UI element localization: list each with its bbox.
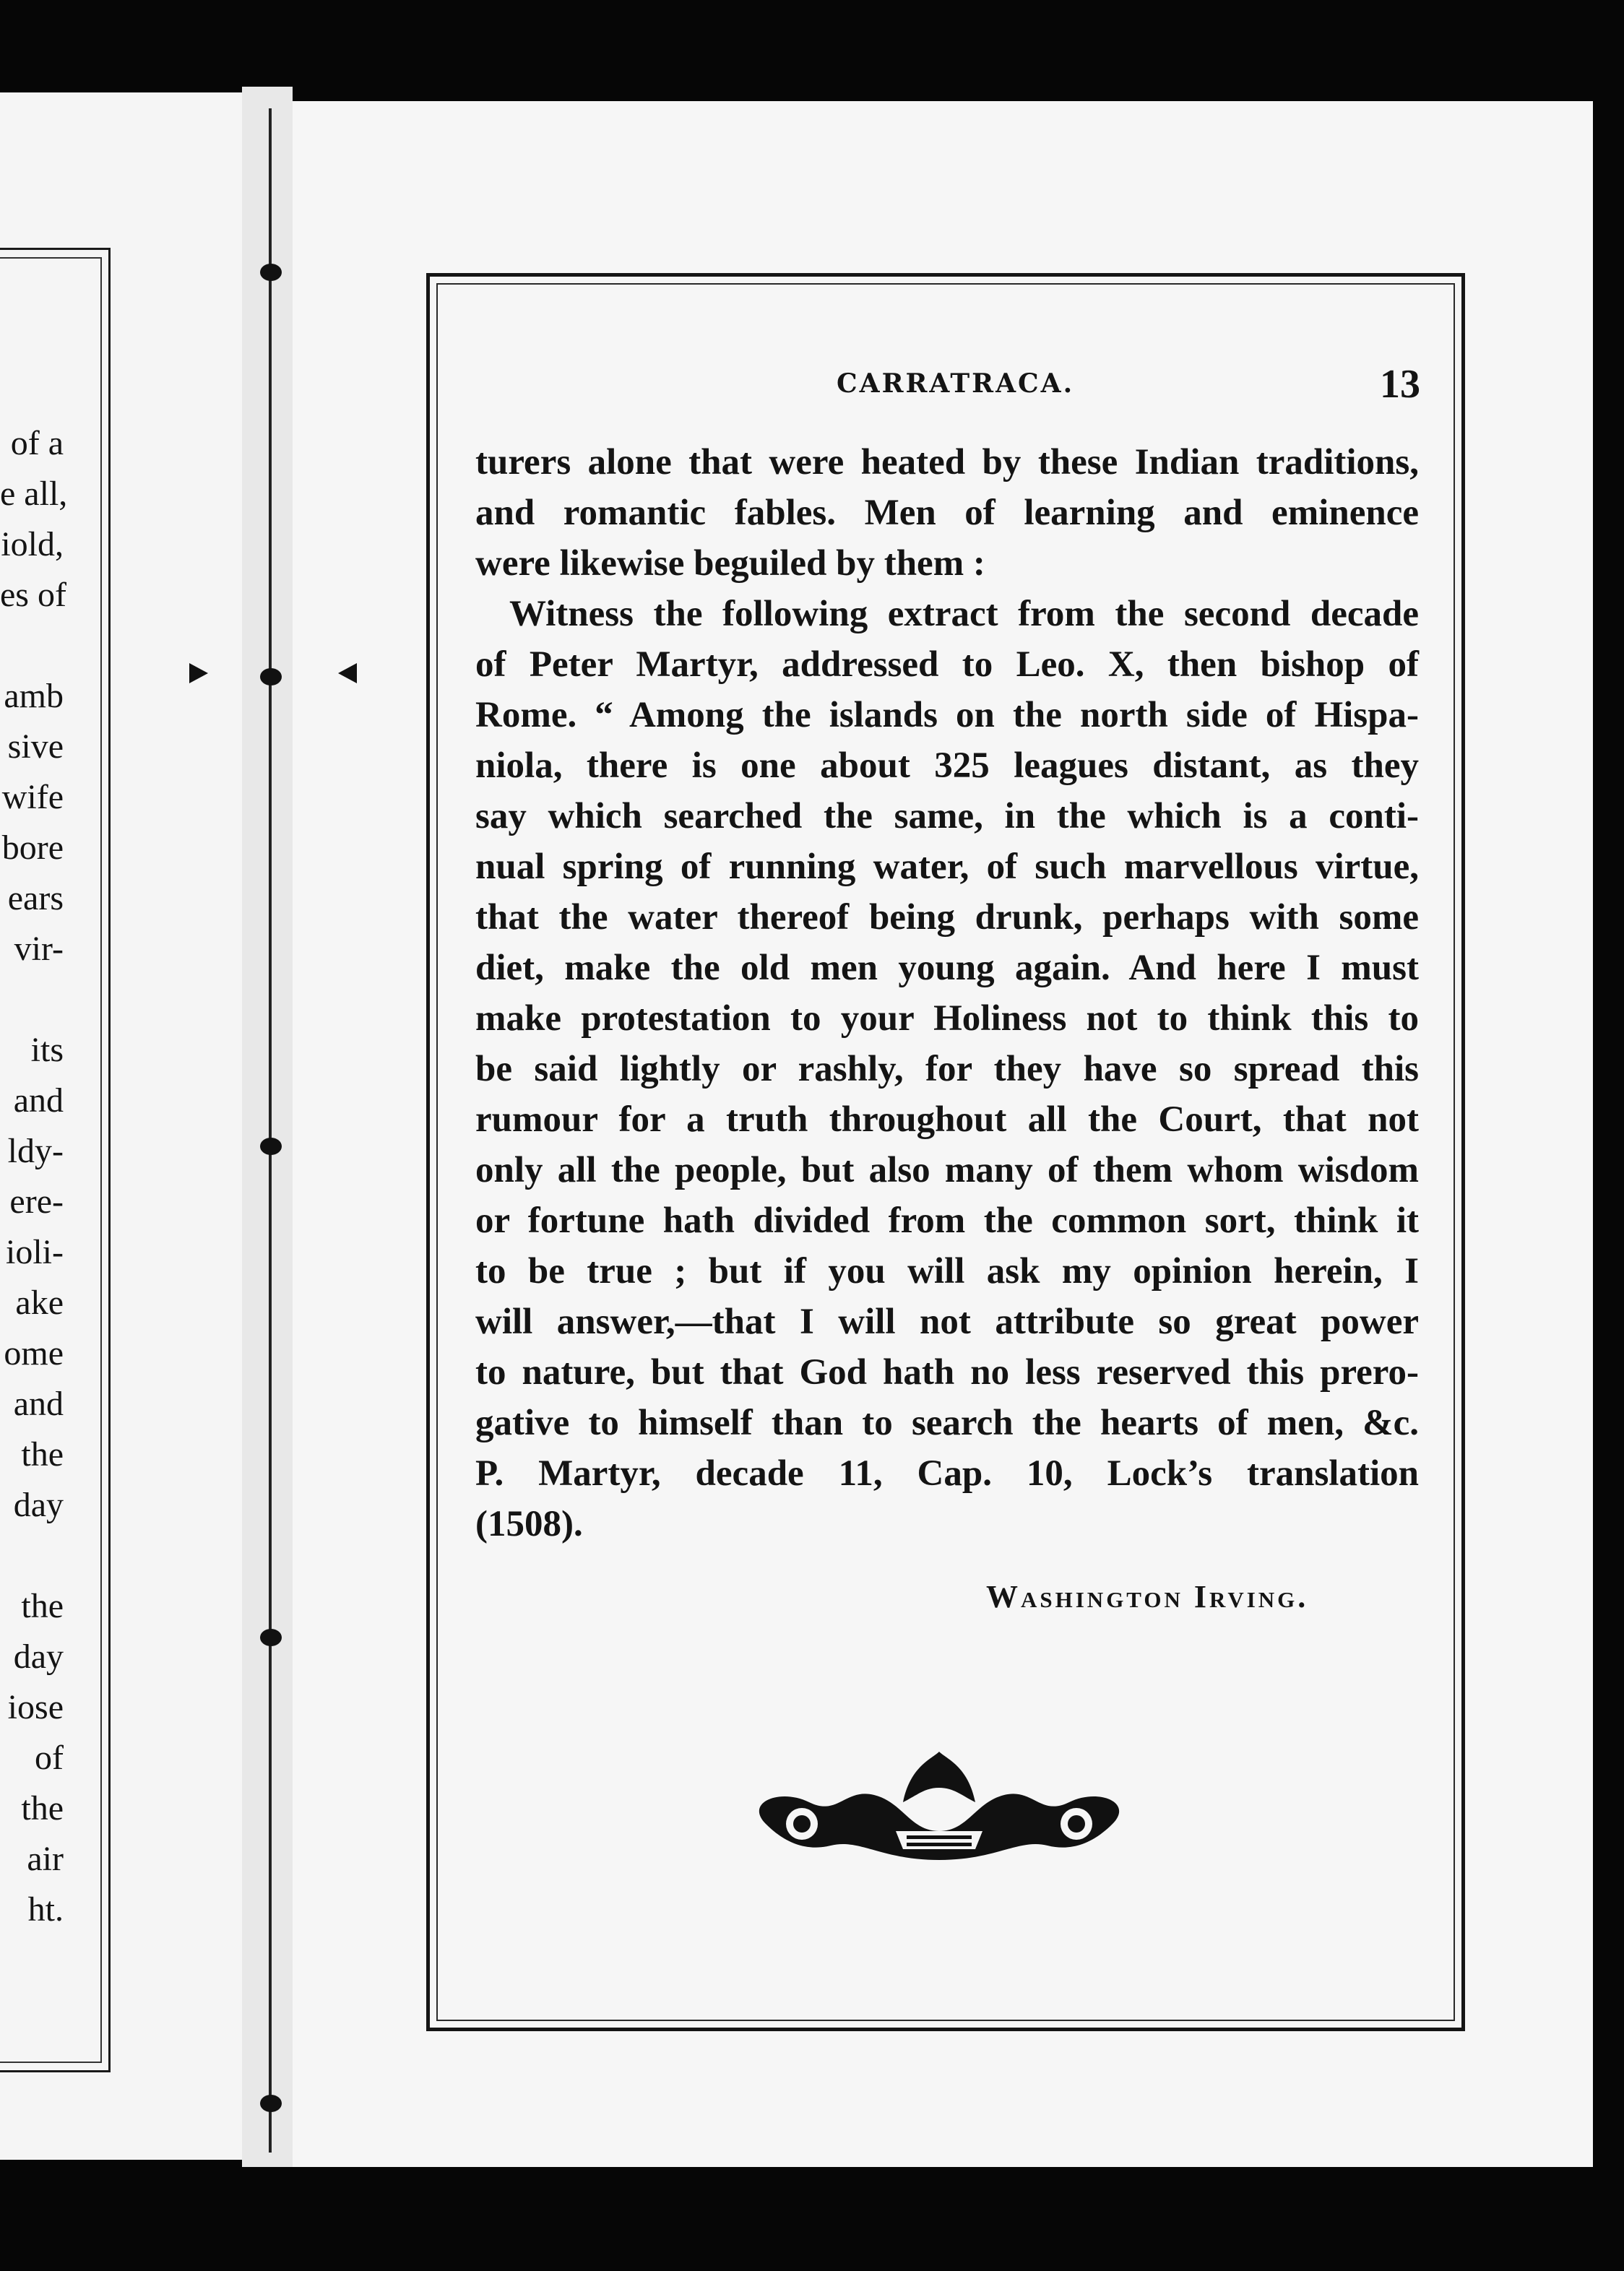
binding-stitch <box>260 1138 282 1155</box>
running-head: CARRATRACA. <box>837 368 1075 399</box>
body-line: rumour for a truth throughout all the Court, that not <box>475 1099 1419 1140</box>
body-line: Rome. “ Among the islands on the north side of Hispa- <box>475 695 1419 735</box>
facing-page-line: es of <box>0 576 66 614</box>
body-line: niola, there is one about 325 leagues distant, as they <box>475 745 1419 786</box>
body-line: to be true ; but if you will ask my opinion herein, I <box>475 1251 1419 1292</box>
body-line: to nature, but that God hath no less reserved this prero- <box>475 1352 1419 1393</box>
body-line: be said lightly or rashly, for they have so spread this <box>475 1049 1419 1089</box>
facing-page-line: and <box>13 1385 64 1423</box>
body-line: Witness the following extract from the second decade <box>509 594 1419 634</box>
facing-page-line: wife <box>1 778 64 816</box>
facing-page-line: amb <box>4 677 64 715</box>
facing-page-line: the <box>21 1789 64 1827</box>
facing-page-line: ome <box>4 1334 64 1372</box>
facing-page-line: its <box>30 1031 64 1069</box>
body-line: diet, make the old men young again. And here I must <box>475 948 1419 988</box>
facing-page-line: bore <box>1 829 64 867</box>
binding-stitch <box>260 264 282 281</box>
body-line: were likewise beguiled by them : <box>475 543 985 584</box>
body-line: or fortune hath divided from the common sort, think it <box>475 1201 1419 1241</box>
body-line: that the water thereof being drunk, perhaps with some <box>475 897 1419 938</box>
facing-page-line: sive <box>7 727 64 766</box>
author-signature: Washington Irving. <box>986 1579 1309 1614</box>
arrow-left-icon <box>338 663 357 683</box>
body-line: (1508). <box>475 1504 583 1544</box>
facing-page-line: and <box>13 1081 64 1120</box>
facing-page-line: ldy- <box>7 1132 64 1170</box>
body-line: say which searched the same, in the which is a conti- <box>475 796 1419 836</box>
page-number: 13 <box>1380 362 1420 407</box>
binding-stitch <box>260 2095 282 2112</box>
facing-page-line: iose <box>7 1688 64 1726</box>
body-line: nual spring of running water, of such marvellous virtue, <box>475 847 1419 887</box>
facing-page-line: day <box>13 1638 64 1676</box>
facing-page-line: of <box>35 1739 64 1777</box>
tailpiece-ornament <box>737 1744 1141 1874</box>
facing-page-line: the <box>21 1435 64 1474</box>
facing-page-line: the <box>21 1587 64 1625</box>
spine-stitch-line <box>269 108 272 2153</box>
facing-page-line: of a <box>10 424 64 462</box>
facing-page-line: ake <box>15 1284 64 1322</box>
arrow-right-icon <box>189 663 208 683</box>
body-line: only all the people, but also many of them whom wisdom <box>475 1150 1419 1190</box>
facing-page-line: iold, <box>1 525 64 563</box>
facing-page-line: day <box>13 1486 64 1524</box>
facing-page-line: vir- <box>14 930 64 968</box>
facing-page-line: e all, <box>0 475 68 513</box>
body-line: gative to himself than to search the hearts of men, &c. <box>475 1403 1419 1443</box>
book-gutter <box>242 87 293 2167</box>
body-line: and romantic fables. Men of learning and eminence <box>475 493 1419 533</box>
facing-page-line: ears <box>7 879 64 917</box>
facing-page-line: ioli- <box>6 1233 64 1271</box>
body-line: will answer,—that I will not attribute so great power <box>475 1302 1419 1342</box>
body-line: turers alone that were heated by these Indian traditions, <box>475 442 1419 483</box>
binding-stitch <box>260 1629 282 1646</box>
body-line: make protestation to your Holiness not to think this to <box>475 998 1419 1039</box>
body-line: P. Martyr, decade 11, Cap. 10, Lock’s translation <box>475 1453 1419 1494</box>
binding-stitch <box>260 668 282 685</box>
body-line: of Peter Martyr, addressed to Leo. X, then bishop of <box>475 644 1419 685</box>
facing-page-line: ht. <box>27 1890 64 1929</box>
facing-page-line: ere- <box>9 1182 64 1221</box>
facing-page-line: air <box>27 1840 64 1878</box>
